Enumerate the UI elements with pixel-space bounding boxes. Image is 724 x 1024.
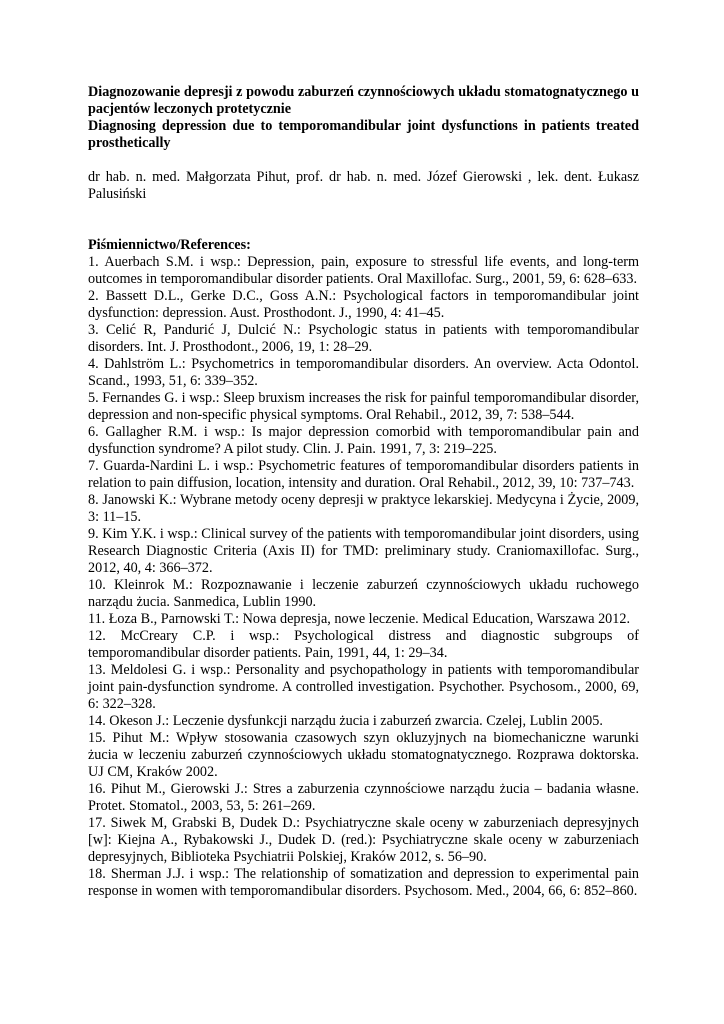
reference-item: 4. Dahlström L.: Psychometrics in temporomandibular disorders. An overview. Acta Odontol. Scand., 1993, 51, 6: 339–352.	[88, 356, 639, 389]
reference-item: 17. Siwek M, Grabski B, Dudek D.: Psychiatryczne skale oceny w zaburzeniach depresyjnych [w]: Kiejna A., Rybakowski J., Dudek D. (red.): Psychiatryczne skale oceny w zaburzeniach depresyjnych, Biblioteka Psychiatrii Polskiej, Kraków 2012, s. 56–90.	[88, 815, 639, 865]
document-page	[88, 84, 639, 900]
reference-item: 7. Guarda-Nardini L. i wsp.: Psychometric features of temporomandibular disorders patients in relation to pain diffusion, location, intensity and duration. Oral Rehabil., 2012, 39, 10: 737–743.	[88, 458, 639, 491]
reference-item: 9. Kim Y.K. i wsp.: Clinical survey of the patients with temporomandibular joint disorders, using Research Diagnostic Criteria (Axis II) for TMD: preliminary study. Craniomaxillofac. Surg., 2012, 40, 4: 366–372.	[88, 526, 639, 576]
title-polish: Diagnozowanie depresji z powodu zaburzeń czynnościowych układu stomatognatycznego u pacjentów leczonych protetycznie	[88, 84, 639, 117]
reference-item: 15. Pihut M.: Wpływ stosowania czasowych szyn okluzyjnych na biomechaniczne warunki żucia w leczeniu zaburzeń czynnościowych układu stomatognatycznego. Rozprawa doktorska. UJ CM, Kraków 2002.	[88, 730, 639, 780]
references-list	[88, 254, 639, 900]
reference-item: 13. Meldolesi G. i wsp.: Personality and psychopathology in patients with temporomandibular joint pain-dysfunction syndrome. A controlled investigation. Psychother. Psychosom., 2000, 69, 6: 322–328.	[88, 662, 639, 712]
reference-item: 11. Łoza B., Parnowski T.: Nowa depresja, nowe leczenie. Medical Education, Warszawa 2012.	[88, 611, 631, 627]
title-english: Diagnosing depression due to temporomandibular joint dysfunctions in patients treated prosthetically	[88, 118, 639, 151]
reference-item: 16. Pihut M., Gierowski J.: Stres a zaburzenia czynnościowe narządu żucia – badania własne. Protet. Stomatol., 2003, 53, 5: 261–269.	[88, 781, 639, 814]
reference-item: 6. Gallagher R.M. i wsp.: Is major depression comorbid with temporomandibular pain and dysfunction syndrome? A pilot study. Clin. J. Pain. 1991, 7, 3: 219–225.	[88, 424, 639, 457]
reference-item: 12. McCreary C.P. i wsp.: Psychological distress and diagnostic subgroups of temporomandibular disorder patients. Pain, 1991, 44, 1: 29–34.	[88, 628, 639, 661]
reference-item: 14. Okeson J.: Leczenie dysfunkcji narządu żucia i zaburzeń zwarcia. Czelej, Lublin 2005.	[88, 713, 603, 729]
reference-item: 1. Auerbach S.M. i wsp.: Depression, pain, exposure to stressful life events, and long-term outcomes in temporomandibular disorder patients. Oral Maxillofac. Surg., 2001, 59, 6: 628–633.	[88, 254, 639, 287]
reference-item: 5. Fernandes G. i wsp.: Sleep bruxism increases the risk for painful temporomandibular disorder, depression and non-specific physical symptoms. Oral Rehabil., 2012, 39, 7: 538–544.	[88, 390, 639, 423]
reference-item: 8. Janowski K.: Wybrane metody oceny depresji w praktyce lekarskiej. Medycyna i Życie, 2009, 3: 11–15.	[88, 492, 639, 525]
reference-item: 18. Sherman J.J. i wsp.: The relationship of somatization and depression to experimental pain response in women with temporomandibular disorders. Psychosom. Med., 2004, 66, 6: 852–860.	[88, 866, 639, 899]
reference-item: 2. Bassett D.L., Gerke D.C., Goss A.N.: Psychological factors in temporomandibular joint dysfunction: depression. Aust. Prosthodont. J., 1990, 4: 41–45.	[88, 288, 639, 321]
reference-item: 3. Celić R, Pandurić J, Dulcić N.: Psychologic status in patients with temporomandibular disorders. Int. J. Prosthodont., 2006, 19, 1: 28–29.	[88, 322, 639, 355]
authors: dr hab. n. med. Małgorzata Pihut, prof. dr hab. n. med. Józef Gierowski , lek. dent. Łukasz Palusiński	[88, 169, 639, 202]
references-heading: Piśmiennictwo/References:	[88, 237, 251, 253]
reference-item: 10. Kleinrok M.: Rozpoznawanie i leczenie zaburzeń czynnościowych układu ruchowego narządu żucia. Sanmedica, Lublin 1990.	[88, 577, 639, 610]
